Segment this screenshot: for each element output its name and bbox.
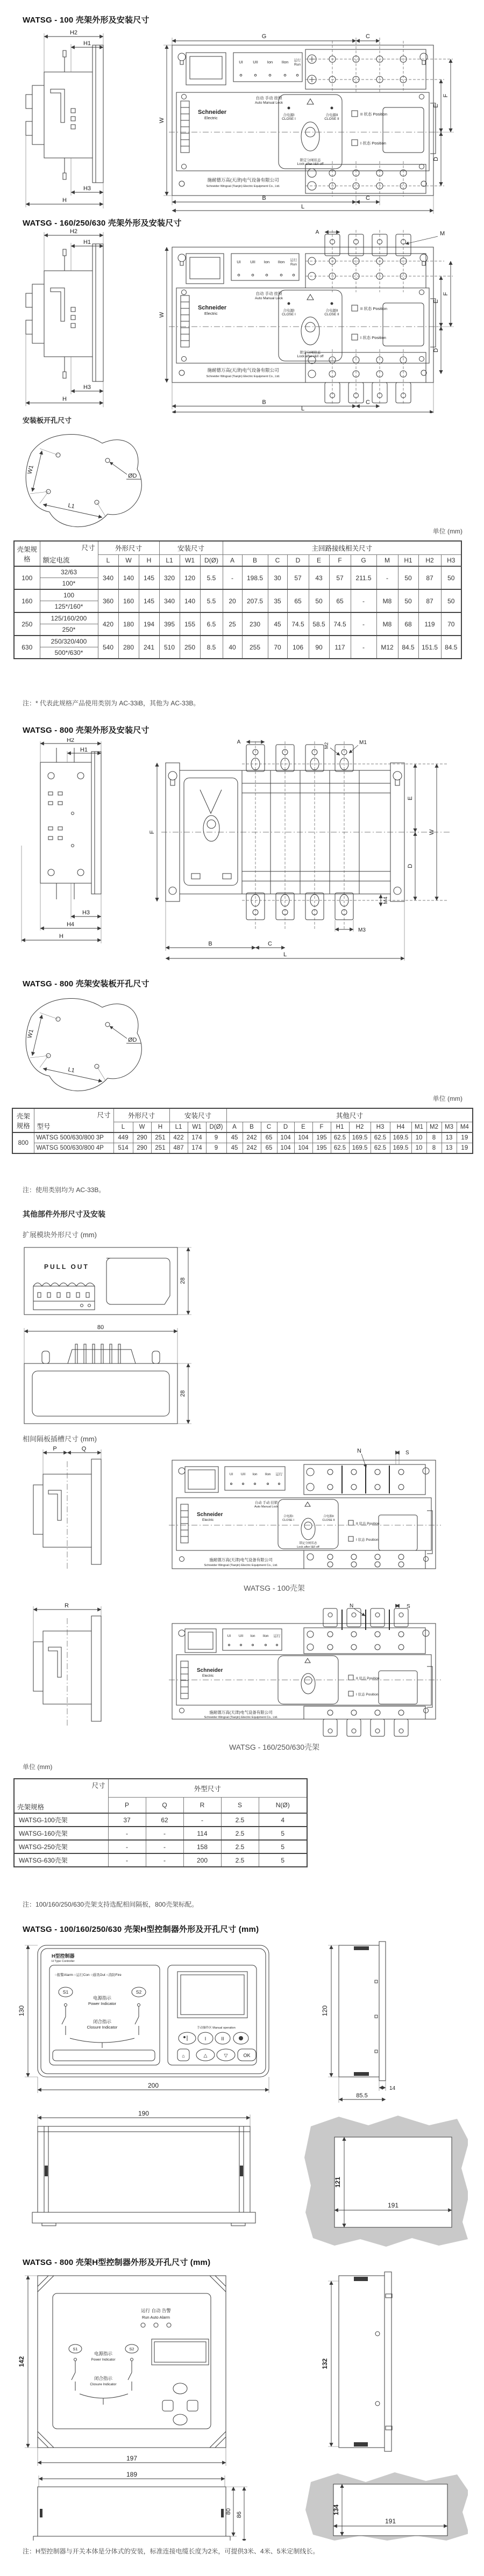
position1-label: I 状态 Position <box>360 335 386 340</box>
closure-indicator-cn: 闭合指示 <box>94 2376 113 2381</box>
hcontroller-800-drawing <box>16 2269 468 2541</box>
dim-label-h1: H1 <box>83 239 91 246</box>
dim-label-h: H <box>62 396 67 402</box>
power-indicator-cn: 电源指示 <box>94 2351 113 2356</box>
dim-label-h2: H2 <box>66 738 75 744</box>
watsg160-outline-drawing <box>11 228 473 413</box>
dim-label-80: 80 <box>97 1324 104 1331</box>
power-indicator-en: Power Indicator <box>91 2358 116 2362</box>
dim-label-n: N <box>350 1603 354 1609</box>
group-outline-dims: 外形尺寸 <box>98 541 159 555</box>
group-main-circuit-dims: 主回路接线相关尺寸 <box>223 541 461 555</box>
lock-cn: 锁定分闸状态 <box>300 351 321 355</box>
hcontroller800-front-view <box>18 2276 226 2466</box>
dim-191: 191 <box>387 2202 399 2209</box>
dim-label-h3: H3 <box>83 384 91 391</box>
dim-142: 142 <box>18 2356 25 2368</box>
s1-label: S1 <box>73 2347 78 2351</box>
brand-schneider: Schneider <box>197 1512 223 1518</box>
company-en: Schneider Wingoal (Tianjin) Electric Equipment Co., Ltd. <box>206 185 280 188</box>
dim-14: 14 <box>389 2086 396 2091</box>
button-I: I <box>204 2036 207 2041</box>
dim-label-m2: M2 <box>324 742 329 749</box>
company-cn: 施耐德万高(天津)电气设备有限公司 <box>209 1557 273 1562</box>
hcontroller800-rear-view <box>33 2471 247 2541</box>
led-label-run-cn: 运行 <box>275 1473 283 1476</box>
led-label-ion: Ion <box>252 1473 258 1476</box>
note-ac33ib: 注：* 代表此规格产品使用类别为 AC-33iB，其他为 AC-33B。 <box>23 699 200 707</box>
header-diagonal <box>40 541 98 566</box>
watsg800-outline-drawing <box>11 738 473 970</box>
hcontroller-side-view <box>321 1942 396 2103</box>
dim-120: 120 <box>321 2005 329 2017</box>
table-row: WATSG-100壳架 37 62 - 2.5 4 <box>14 1813 307 1827</box>
controller-led-row: ○报警Alarm ○运行Con ○通讯Out ○消防Fire <box>55 1973 122 1977</box>
close2-cn: 合电源II <box>325 309 338 313</box>
hcontroller-front-view <box>18 1945 269 2093</box>
dim-label-w1: W1 <box>26 1028 35 1039</box>
led-label-ion: Ion <box>264 259 270 264</box>
button-down: ▽ <box>224 2053 228 2058</box>
table-row: WATSG-160壳架 - - 114 2.5 5 <box>14 1827 307 1840</box>
dim-label-b: B <box>262 195 266 201</box>
watsg800-front-view <box>149 739 451 961</box>
dim-label-n: N <box>357 1448 361 1454</box>
dim-label-h1: H1 <box>83 40 91 47</box>
dim-label-h3: H3 <box>83 185 91 192</box>
dim-label-m1: M1 <box>359 740 367 746</box>
controller-title-en: H Type Controller <box>52 1960 75 1963</box>
dim-label-a: A <box>315 229 319 235</box>
watsg160-front-view <box>159 229 454 413</box>
dim-80: 80 <box>225 2508 232 2515</box>
separator-slot-table: 尺寸 壳架规格 外型尺寸 P Q R S N(Ø) WATSG-100壳架 37 62 - 2.5 4 WATSG-160壳架 - - 114 2.5 5 WATSG-250壳架 - - 158 2.5 5 WATSG-630壳架 - - 200 2.5 5 <box>13 1778 308 1867</box>
dim-label-w: W <box>429 829 435 835</box>
watsg800-dimension-table: 壳架规格 尺寸 型号 外形尺寸 安装尺寸 其他尺寸 L W H L1 W1 D(Ø) A B C D E F H1 H2 H3 H4 M1 M2 M3 M4 800 WATSG 500/630/800 3P 449 290 251 422 174 9 45 242 65 104 104 195 62.5 169.5 62.5 169.5 10 8 13 19 WATSG 500/630/800 4P 514 290 251 487 174 9 45 242 65 104 104 195 62.5 169.5 62.5 169.5 10 8 13 19 <box>12 1108 473 1154</box>
brand-electric: Electric <box>204 311 218 316</box>
button-II: II <box>221 2036 224 2041</box>
dim-label-d: D <box>433 157 439 161</box>
dim-label-b: B <box>208 941 212 947</box>
dim-label-l: L <box>283 951 287 958</box>
dim-label-h: H <box>62 197 67 204</box>
close2-en: CLOSE II <box>322 1519 335 1522</box>
close2-en: CLOSE II <box>324 313 339 316</box>
separator-watsg160-drawing <box>11 1603 473 1738</box>
close1-cn: 合电源I <box>283 113 295 117</box>
dim-130: 130 <box>18 2005 25 2017</box>
unit-label-1: 单位 (mm) <box>432 528 462 535</box>
dim-191b: 191 <box>385 2517 396 2525</box>
frame-dimension-table: 壳架规格 尺寸 额定电流 外形尺寸 安装尺寸 主回路接线相关尺寸 L W H L1 W1 D(Ø) A B C D E F G M H1 H2 H3 100 32/63 340 140 145 320 120 5.5 - 198.5 30 57 43 57 211.5 - 50 87 50 100* 160 100 360 160 145 340 140 5.5 20 207.5 35 65 50 65 - M8 50 87 50 125*/160* 250 125/160/200 420 180 194 395 155 6.5 25 230 45 74.5 58.5 74.5 - M8 68 119 70 250* 630 250/320/400 540 280 241 510 250 8.5 40 255 70 106 90 117 - M12 84.5 151.5 84.5 500*/630* <box>13 540 462 659</box>
dim-label-w: W <box>159 117 165 124</box>
brand-schneider: Schneider <box>198 305 227 311</box>
dim-85-5: 85.5 <box>356 2092 368 2099</box>
s2-label: S2 <box>136 1989 142 1995</box>
watsg100-side-view <box>26 30 103 208</box>
hcontroller800-cutout-view <box>305 2472 468 2541</box>
dim-label-d: D <box>433 348 439 352</box>
mode-labels-en: Auto Manual Lock <box>254 101 283 105</box>
section-title-watsg800-mounting: WATSG - 800 壳架安装板开孔尺寸 <box>23 979 150 988</box>
watsg100-outline-drawing <box>11 29 473 215</box>
dim-label-h3: H3 <box>82 910 90 916</box>
led-label-uii: UII <box>253 60 258 64</box>
lock-en: Lock after I&II off <box>297 355 324 358</box>
table-row: WATSG-630壳架 - - 200 2.5 5 <box>14 1853 307 1867</box>
led-label-uii: UII <box>250 259 255 264</box>
dim-label-l: L <box>301 406 305 412</box>
hcontroller800-side-view <box>321 2272 392 2451</box>
header-size: 尺寸 <box>81 544 95 552</box>
dim-label-c-bottom: C <box>366 195 370 201</box>
dim-label-h4: H4 <box>66 921 75 928</box>
led-label-run-cn: 运行 <box>273 1634 281 1638</box>
dim-label-28a: 28 <box>180 1277 186 1285</box>
closure-indicator-en: Closure Indicator <box>90 2383 117 2386</box>
led-label-run-cn: 运行 <box>290 258 297 262</box>
mode-labels-en: Auto Manual Lock <box>254 297 283 300</box>
note-controller-cable: 注：H型控制器与开关本体是分体式的安装，标准连接电缆长度为2米，可提供3米、4米、5米定制线长。 <box>23 2548 319 2555</box>
button-home: ⌂ <box>182 2053 185 2059</box>
led-label-iion: IIon <box>265 1473 271 1476</box>
company-cn: 施耐德万高(天津)电气设备有限公司 <box>207 367 279 373</box>
note-separator-option: 注：100/160/250/630壳架支持选配相间隔板，800壳架标配。 <box>23 1901 198 1908</box>
dim-label-q: Q <box>81 1446 87 1452</box>
led-labels-en: Run Auto Alarm <box>141 2315 170 2320</box>
header-diagonal <box>34 1108 113 1132</box>
closure-indicator-en: Closure Indicator <box>87 2025 118 2030</box>
group-install-dims: 安装尺寸 <box>159 541 223 555</box>
hcontroller-cutout-view <box>304 2116 468 2247</box>
header-rated-current: 额定电流 <box>42 557 70 564</box>
dim-label-a: A <box>237 739 241 745</box>
led-label-run-cn: 运行 <box>294 59 301 62</box>
dim-label-od: ØD <box>128 473 137 479</box>
dim-label-m: M <box>440 230 445 237</box>
close1-en: CLOSE I <box>282 313 296 316</box>
led-label-uii: UII <box>240 1473 246 1476</box>
dim-label-c-bottom: C <box>366 399 370 406</box>
dim-label-e: E <box>433 104 439 108</box>
button-ok: OK <box>243 2053 251 2058</box>
section-title-separator: 相间隔板插槽尺寸 (mm) <box>23 1435 97 1443</box>
table-row: WATSG 500/630/800 4P 514 290 251 487 174 9 45 242 65 104 104 195 62.5 169.5 62.5 169.5 10 8 13 19 <box>12 1143 473 1154</box>
dim-189: 189 <box>126 2471 138 2478</box>
brand-electric: Electric <box>204 116 218 120</box>
header-frame-spec: 壳架规格 <box>14 541 40 566</box>
dim-label-l1: L1 <box>67 502 75 510</box>
header-frame-spec: 壳架规格 <box>17 1803 45 1811</box>
lock-cn: 锁定分闸状态 <box>300 158 321 162</box>
close2-cn: 合电源II <box>323 1515 334 1518</box>
led-label-ui: UI <box>237 259 241 264</box>
close1-cn: 合电源I <box>283 1515 294 1518</box>
section-title-expansion-module: 扩展模块外形尺寸 (mm) <box>23 1231 97 1239</box>
position2-label: II 状态 Position <box>360 112 388 117</box>
dim-label-l1: L1 <box>67 1066 75 1074</box>
dim-label-e: E <box>407 796 414 800</box>
dim-label-m4: M4 <box>383 897 389 904</box>
power-indicator-en: Power Indicator <box>88 2001 117 2006</box>
led-label-ion: Ion <box>267 60 273 64</box>
unit-label-3: 单位 (mm) <box>23 1763 53 1771</box>
dim-label-f: F <box>443 292 449 296</box>
led-label-iion: IIon <box>277 259 285 264</box>
table-row: 100* <box>14 578 461 590</box>
dim-label-d: D <box>407 864 414 868</box>
watsg160-side-view <box>26 228 103 407</box>
lock-en: Lock after I&II off <box>297 1546 319 1549</box>
section-title-mounting: 安装板开孔尺寸 <box>23 416 72 424</box>
table-row: 630 250/320/400 540 280 241 510 250 8.5 40 255 70 106 90 117 - M12 84.5 151.5 84.5 <box>14 636 461 647</box>
led-label-run-en: Run <box>290 263 297 266</box>
led-labels-cn: 运行 自动 告警 <box>141 2308 171 2313</box>
closure-indicator-cn: 闭合指示 <box>92 2019 112 2024</box>
close1-cn: 合电源I <box>283 309 295 313</box>
manual-operation-label: 手动操作区 Manual operation <box>197 2026 236 2030</box>
dim-label-h2: H2 <box>69 228 78 235</box>
company-en: Schneider Wingoal (Tianjin) Electric Equipment Co., Ltd. <box>204 1716 278 1719</box>
dim-label-w: W <box>159 312 165 318</box>
led-label-iion: IIon <box>281 60 289 64</box>
header-diagonal <box>14 1779 108 1813</box>
dim-label-h2: H2 <box>69 30 78 36</box>
group-other-dims: 其他尺寸 <box>226 1108 473 1122</box>
table-row: 100 32/63 340 140 145 320 120 5.5 - 198.5 30 57 43 57 211.5 - 50 87 50 <box>14 566 461 578</box>
section-title-watsg100: WATSG - 100 壳架外形及安装尺寸 <box>23 16 150 25</box>
position1-label: I 状态 Position <box>356 1538 379 1542</box>
dim-label-h: H <box>59 933 63 940</box>
table-row: 500*/630* <box>14 647 461 659</box>
section-title-hcontroller-800: WATSG - 800 壳架H型控制器外形及开孔尺寸 (mm) <box>23 2258 211 2267</box>
mode-labels-cn: 自动 手动 挂锁 <box>254 1501 278 1505</box>
dim-132: 132 <box>321 2358 329 2370</box>
dim-197: 197 <box>126 2455 138 2462</box>
table-row: 160 100 360 160 145 340 140 5.5 20 207.5 35 65 50 65 - M8 50 87 50 <box>14 589 461 601</box>
header-frame-spec: 壳架规格 <box>12 1108 34 1132</box>
note-ac33b: 注：使用类别均为 AC-33B。 <box>23 1186 105 1194</box>
position2-label: II 状态 Position <box>356 1677 380 1680</box>
section-title-watsg160: WATSG - 160/250/630 壳架外形及安装尺寸 <box>23 219 182 228</box>
separator100-side-view <box>33 1446 101 1571</box>
led-label-iion: IIon <box>262 1634 269 1638</box>
pull-out-label: PULL OUT <box>44 1263 89 1271</box>
dim-label-s: S <box>407 1604 410 1610</box>
group-install-dims: 安装尺寸 <box>169 1108 226 1122</box>
brand-electric: Electric <box>202 1674 214 1678</box>
button-up: △ <box>203 2053 208 2058</box>
dim-label-p: P <box>53 1446 57 1452</box>
mode-labels-cn: 自动 手动 挂锁 <box>255 291 282 296</box>
hcontroller-small-drawing <box>16 1937 468 2248</box>
dim-label-f: F <box>149 830 155 834</box>
section-title-watsg800: WATSG - 800 壳架外形及安装尺寸 <box>23 726 150 735</box>
section-title-other-parts: 其他部件外形尺寸及安装 <box>23 1210 105 1218</box>
dim-label-r: R <box>65 1603 69 1609</box>
position1-label: I 状态 Position <box>356 1693 379 1697</box>
lock-cn: 锁定分闸状态 <box>299 1542 317 1545</box>
controller-title-cn: H型控制器 <box>52 1953 75 1959</box>
table-row: 250 125/160/200 420 180 194 395 155 6.5 25 230 45 74.5 58.5 74.5 - M8 68 119 70 <box>14 612 461 624</box>
led-label-run-en: Run <box>294 63 301 67</box>
dim-label-c-top: C <box>366 33 370 40</box>
s1-label: S1 <box>62 1989 69 1995</box>
table-row: 250* <box>14 624 461 636</box>
header-model: 型号 <box>37 1123 51 1130</box>
expansion-module-drawing <box>16 1241 247 1428</box>
company-en: Schneider Wingoal (Tianjin) Electric Equipment Co., Ltd. <box>204 1564 278 1567</box>
header-size: 尺寸 <box>91 1782 105 1790</box>
dim-label-s: S <box>405 1450 409 1456</box>
led-label-ui: UI <box>227 1634 231 1638</box>
dim-134: 134 <box>332 2504 340 2516</box>
position2-label: II 状态 Position <box>356 1522 380 1526</box>
caption-watsg100-frame: WATSG - 100壳架 <box>244 1584 305 1592</box>
close2-cn: 合电源II <box>325 113 338 117</box>
company-cn: 施耐德万高(天津)电气设备有限公司 <box>207 177 279 183</box>
table-row: 800 WATSG 500/630/800 3P 449 290 251 422 174 9 45 242 65 104 104 195 62.5 169.5 62.5 169.5 10 8 13 19 <box>12 1132 473 1143</box>
position2-label: II 状态 Position <box>360 306 388 311</box>
brand-schneider: Schneider <box>197 1668 223 1673</box>
dim-label-od: ØD <box>128 1037 137 1043</box>
lock-en: Lock after I&II off <box>297 162 324 166</box>
separator-watsg100-drawing <box>11 1446 473 1581</box>
separator160-front-view <box>169 1603 441 1736</box>
dim-label-g: G <box>261 33 267 40</box>
dim-121: 121 <box>334 2176 341 2188</box>
separator100-front-view <box>169 1448 441 1569</box>
dim-label-m3: M3 <box>358 927 366 933</box>
close1-en: CLOSE I <box>282 117 296 121</box>
dim-label-h1: H1 <box>80 747 88 753</box>
table-row: WATSG-250壳架 - - 158 2.5 5 <box>14 1840 307 1853</box>
s2-label: S2 <box>129 2347 134 2351</box>
header-size: 尺寸 <box>97 1112 111 1119</box>
dim-label-28b: 28 <box>180 1390 186 1397</box>
group-outline-dims: 外形尺寸 <box>113 1108 169 1122</box>
brand-schneider: Schneider <box>198 109 227 116</box>
mode-labels-en: Auto Manual Lock <box>254 1505 279 1509</box>
group-outline-dims: 外型尺寸 <box>108 1779 307 1798</box>
mode-labels-cn: 自动 手动 挂锁 <box>255 96 282 100</box>
close1-en: CLOSE I <box>282 1519 294 1522</box>
led-label-ui: UI <box>229 1473 233 1476</box>
dim-190: 190 <box>138 2110 150 2117</box>
watsg800-mounting-plate-hole-drawing <box>16 991 167 1101</box>
power-indicator-cn: 电源指示 <box>92 1995 112 2001</box>
dim-200: 200 <box>147 2082 159 2089</box>
mounting-plate-hole-drawing <box>16 427 167 537</box>
dim-label-l: L <box>301 204 305 210</box>
led-label-ui: UI <box>239 60 243 64</box>
brand-electric: Electric <box>202 1518 214 1522</box>
company-en: Schneider Wingoal (Tianjin) Electric Equipment Co., Ltd. <box>206 375 280 378</box>
section-title-hcontroller-small: WATSG - 100/160/250/630 壳架H型控制器外形及开孔尺寸 (mm) <box>23 1925 259 1934</box>
led-label-uii: UII <box>238 1634 244 1638</box>
table-row: 125*/160* <box>14 601 461 613</box>
dim-label-f: F <box>443 93 449 98</box>
unit-label-2: 单位 (mm) <box>432 1095 462 1102</box>
caption-watsg160-frame: WATSG - 160/250/630壳架 <box>229 1743 320 1751</box>
dim-label-c: C <box>268 941 272 947</box>
company-cn: 施耐德万高(天津)电气设备有限公司 <box>209 1710 273 1715</box>
position1-label: I 状态 Position <box>360 141 386 146</box>
dim-86: 86 <box>236 2511 243 2519</box>
close2-en: CLOSE II <box>324 117 339 121</box>
dim-label-b: B <box>262 399 266 406</box>
hcontroller-rear-view <box>32 2110 255 2226</box>
watsg800-side-view <box>22 738 101 943</box>
dim-label-e: E <box>433 299 439 304</box>
separator160-side-view <box>33 1603 101 1728</box>
dim-label-w1: W1 <box>26 464 35 475</box>
watsg100-front-view <box>159 33 454 214</box>
led-label-ion: Ion <box>250 1634 255 1638</box>
